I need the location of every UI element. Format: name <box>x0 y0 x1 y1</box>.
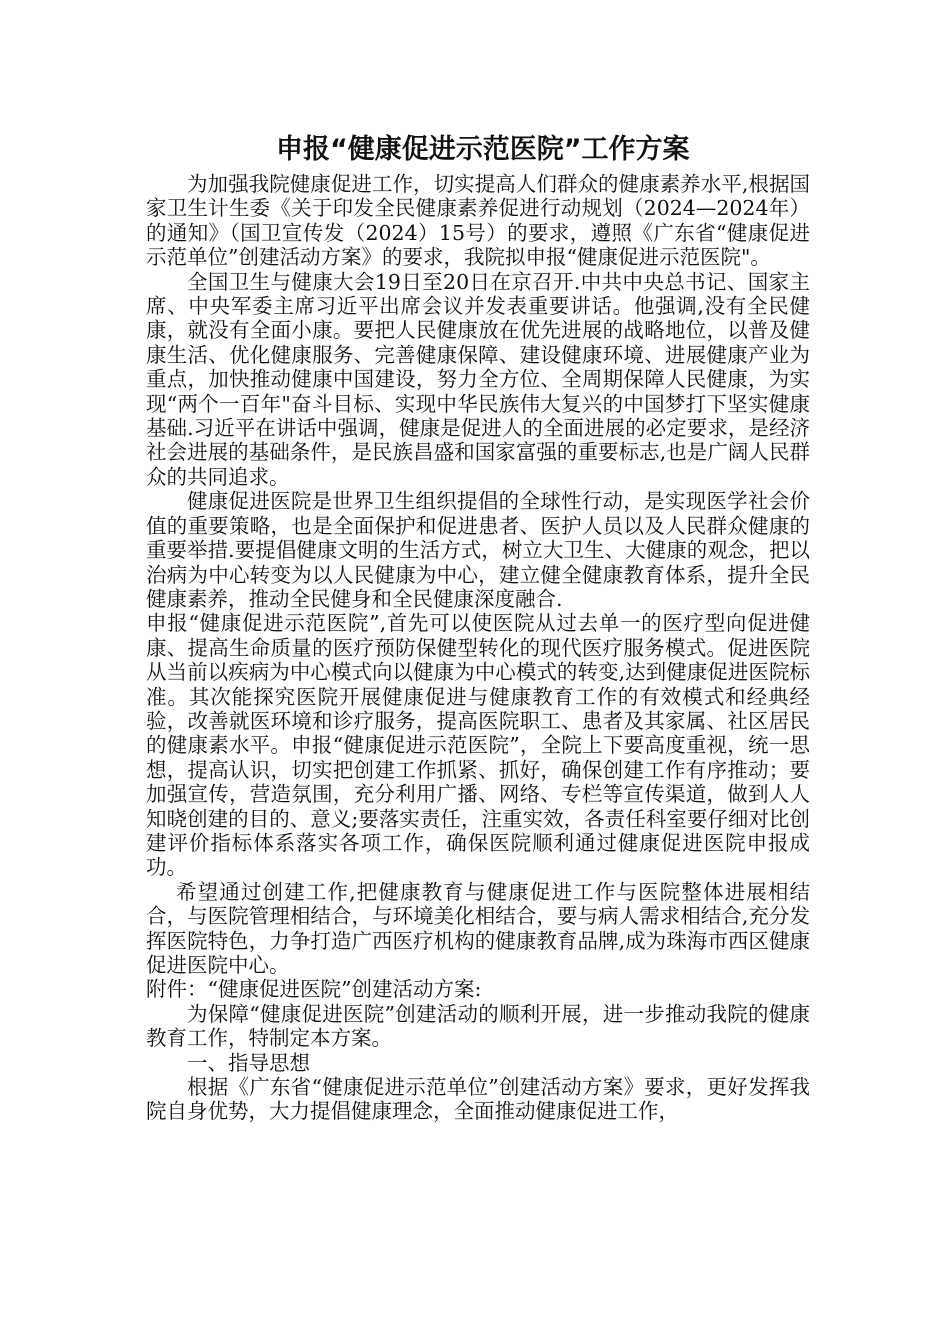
paragraph: 附件：“健康促进医院”创建活动方案: <box>146 977 482 1002</box>
paragraph: 健康促进医院是世界卫生组织提倡的全球性行动，是实现医学社会价值的重要策略，也是全面保护和促进患者、医护人员以及人民群众健康的重要举措.要提倡健康文明的生活方式，树立大卫生、大健康的观念，把以治病为中心转变为以人民健康为中心，建立健全健康教育体系，提升全民健康素养，推动全民健身和全民健康深度融合. <box>146 489 810 611</box>
paragraph: 全国卫生与健康大会19日至20日在京召开.中共中央总书记、国家主席、中央军委主席习近平出席会议并发表重要讲话。他强调,没有全民健康，就没有全面小康。要把人民健康放在优先进展的战略地位，以普及健康生活、优化健康服务、完善健康保障、建设健康环境、进展健康产业为重点，加快推动健康中国建设，努力全方位、全周期保障人民健康，为实现“两个一百年"奋斗目标、实现中华民族伟大复兴的中国梦打下坚实健康基础.习近平在讲话中强调，健康是促进人的全面进展的必定要求，是经济社会进展的基础条件，是民族昌盛和国家富强的重要标志,也是广阔人民群众的共同追求。 <box>146 269 810 489</box>
document-body <box>146 172 810 1124</box>
paragraph: 申报“健康促进示范医院”,首先可以使医院从过去单一的医疗型向促进健康、提高生命质量的医疗预防保健型转化的现代医疗服务模式。促进医院从当前以疾病为中心模式向以健康为中心模式的转变,达到健康促进医院标准。其次能探究医院开展健康促进与健康教育工作的有效模式和经典经验，改善就医环境和诊疗服务，提高医院职工、患者及其家属、社区居民的健康素水平。申报“健康促进示范医院”，全院上下要高度重视，统一思想，提高认识，切实把创建工作抓紧、抓好，确保创建工作有序推动；要加强宣传，营造氛围，充分利用广播、网络、专栏等宣传渠道，做到人人知晓创建的目的、意义;要落实责任，注重实效，各责任科室要仔细对比创建评价指标体系落实各项工作，确保医院顺利通过健康促进医院申报成功。 <box>146 611 810 880</box>
paragraph: 为加强我院健康促进工作，切实提高人们群众的健康素养水平,根据国家卫生计生委《关于印发全民健康素养促进行动规划（2024—2024年）的通知》（国卫宣传发（2024）15号）的要求，遵照《广东省“健康促进示范单位”创建活动方案》的要求，我院拟申报“健康促进示范医院"。 <box>146 172 810 270</box>
paragraph: 为保障“健康促进医院”创建活动的顺利开展，进一步推动我院的健康教育工作，特制定本方案。 <box>146 1001 810 1051</box>
paragraph: 一、指导思想 <box>187 1050 310 1075</box>
document-page <box>146 128 810 1124</box>
paragraph: 根据《广东省“健康促进示范单位”创建活动方案》要求，更好发挥我院自身优势，大力提倡健康理念，全面推动健康促进工作， <box>146 1075 810 1124</box>
paragraph: 希望通过创建工作,把健康教育与健康促进工作与医院整体进展相结合，与医院管理相结合，与环境美化相结合，要与病人需求相结合,充分发挥医院特色，力争打造广西医疗机构的健康教育品牌,成为珠海市西区健康促进医院中心。 <box>146 879 810 977</box>
document-title: 申报“健康促进示范医院”工作方案 <box>276 134 690 165</box>
